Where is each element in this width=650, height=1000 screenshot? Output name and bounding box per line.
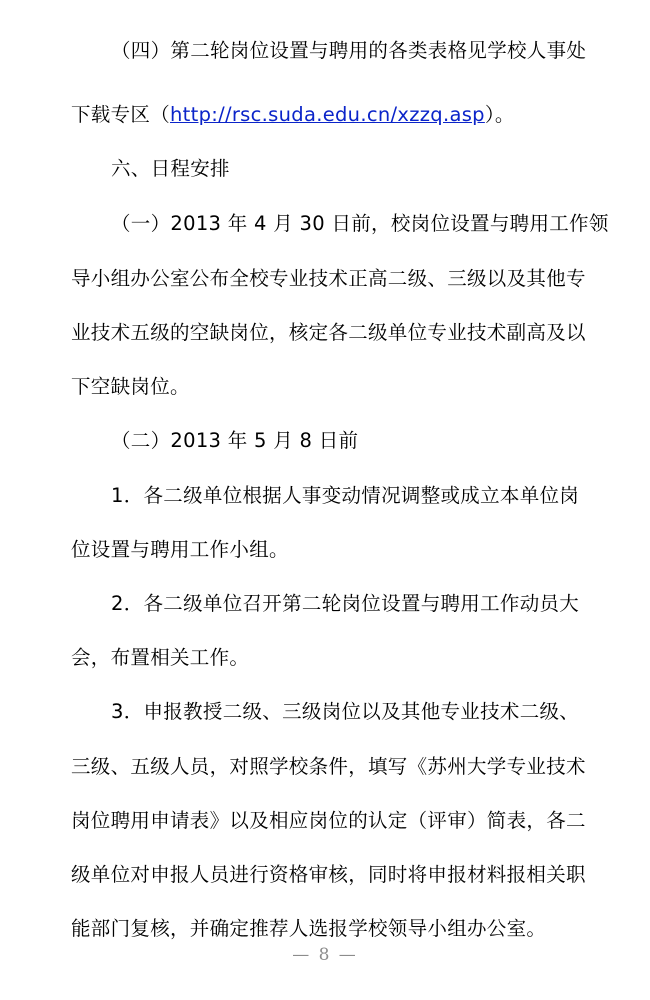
section-heading-schedule: 六、日程安排 (111, 157, 230, 180)
subitem-3-line-5: 能部门复核，并确定推荐人选报学校领导小组办公室。 (71, 917, 547, 940)
subitem-3-line-4: 级单位对申报人员进行资格审核，同时将申报材料报相关职 (71, 863, 586, 886)
item-1-line-3: 业技术五级的空缺岗位，核定各二级单位专业技术副高及以 (71, 321, 586, 344)
item-1-line-1: （一）2013 年 4 月 30 日前，校岗位设置与聘用工作领 (111, 212, 609, 235)
item-1-line-4: 下空缺岗位。 (71, 375, 190, 398)
subitem-2-line-2: 会，布置相关工作。 (71, 646, 250, 669)
subitem-3-line-3: 岗位聘用申请表》以及相应岗位的认定（评审）简表，各二 (71, 809, 586, 832)
download-area-suffix: ）。 (484, 103, 515, 126)
subitem-1-line-2: 位设置与聘用工作小组。 (71, 538, 289, 561)
item-2-heading: （二）2013 年 5 月 8 日前 (111, 429, 359, 452)
download-area-prefix: 下载专区（ (71, 103, 171, 126)
subitem-1-line-1: 1．各二级单位根据人事变动情况调整或成立本单位岗 (111, 484, 580, 507)
download-area-link[interactable]: http://rsc.suda.edu.cn/xzzq.asp (170, 103, 485, 126)
paragraph-4-line-1: （四）第二轮岗位设置与聘用的各类表格见学校人事处 (111, 39, 587, 62)
item-1-line-2: 导小组办公室公布全校专业技术正高二级、三级以及其他专 (71, 267, 586, 290)
page-number: — 8 — (292, 945, 358, 965)
subitem-3-line-2: 三级、五级人员，对照学校条件，填写《苏州大学专业技术 (71, 755, 586, 778)
paragraph-4-line-2 (71, 98, 515, 132)
subitem-2-line-1: 2．各二级单位召开第二轮岗位设置与聘用工作动员大 (111, 592, 580, 615)
subitem-3-line-1: 3．申报教授二级、三级岗位以及其他专业技术二级、 (111, 700, 580, 723)
